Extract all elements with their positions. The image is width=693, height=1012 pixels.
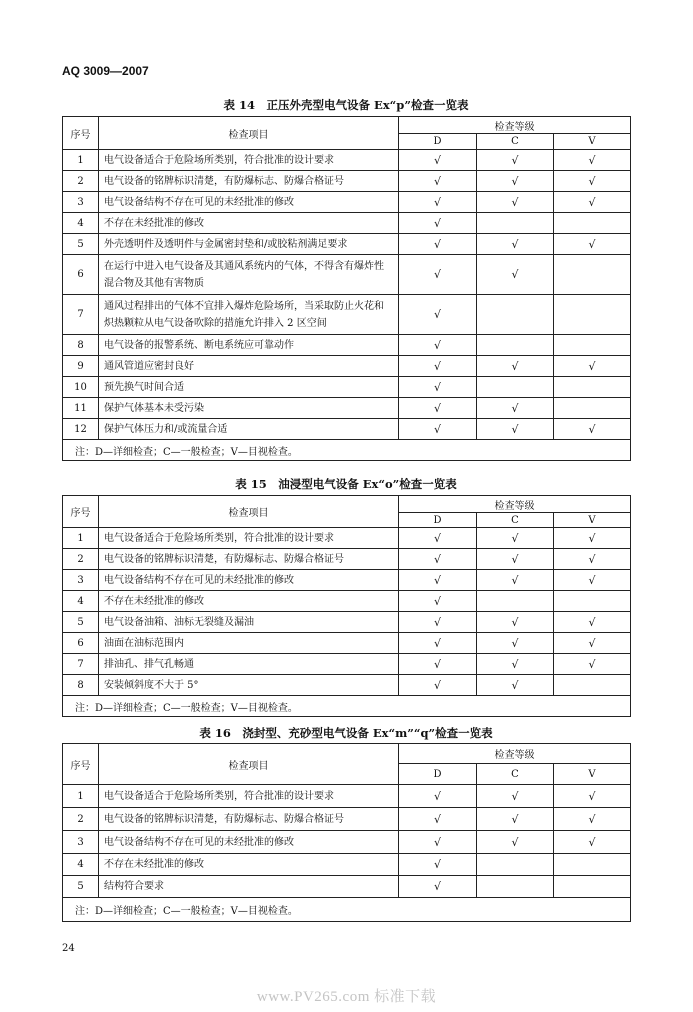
check-mark-icon: √ (433, 153, 441, 167)
level-c-cell (477, 335, 554, 356)
table-row (63, 377, 631, 398)
column-header-v: V (554, 764, 631, 785)
check-mark-icon: √ (511, 359, 519, 373)
level-d-cell (399, 234, 477, 255)
check-mark-icon: √ (433, 237, 441, 251)
level-v-cell (554, 808, 631, 831)
row-number: 10 (63, 377, 99, 398)
table-row (63, 808, 631, 831)
level-c-cell (477, 295, 554, 335)
check-item: 保护气体基本未受污染 (99, 398, 399, 419)
check-mark-icon: √ (511, 678, 519, 692)
level-v-cell (554, 854, 631, 876)
check-mark-icon: √ (433, 268, 441, 281)
check-item: 电气设备适合于危险场所类别，符合批准的设计要求 (99, 150, 399, 171)
level-d-cell (399, 675, 477, 696)
table-14 (62, 116, 631, 461)
level-d-cell (399, 356, 477, 377)
level-v-cell (554, 335, 631, 356)
column-header-c: C (477, 134, 554, 150)
level-d-cell (399, 335, 477, 356)
header-row (63, 496, 631, 513)
level-c-cell (477, 570, 554, 591)
check-mark-icon: √ (433, 216, 441, 230)
row-number: 4 (63, 591, 99, 612)
check-mark-icon: √ (433, 552, 441, 566)
table-row (63, 356, 631, 377)
check-item: 电气设备的报警系统、断电系统应可靠动作 (99, 335, 399, 356)
table-row (63, 213, 631, 234)
level-c-cell (477, 192, 554, 213)
check-mark-icon: √ (433, 636, 441, 650)
level-d-cell (399, 570, 477, 591)
table-row (63, 419, 631, 440)
check-mark-icon: √ (433, 835, 441, 849)
check-mark-icon: √ (588, 552, 596, 566)
level-c-cell (477, 398, 554, 419)
level-v-cell (554, 150, 631, 171)
level-d-cell (399, 549, 477, 570)
level-c-cell (477, 150, 554, 171)
check-mark-icon: √ (433, 615, 441, 629)
check-mark-icon: √ (588, 237, 596, 251)
check-mark-icon: √ (511, 552, 519, 566)
check-mark-icon: √ (433, 789, 441, 803)
check-item: 外壳透明件及透明件与金属密封垫和/或胶粘剂满足要求 (99, 234, 399, 255)
check-item: 结构符合要求 (99, 876, 399, 898)
row-number: 5 (63, 234, 99, 255)
level-c-cell (477, 831, 554, 854)
row-number: 1 (63, 528, 99, 549)
row-number: 12 (63, 419, 99, 440)
check-item: 电气设备结构不存在可见的未经批准的修改 (99, 192, 399, 213)
row-number: 11 (63, 398, 99, 419)
check-mark-icon: √ (588, 153, 596, 167)
level-v-cell (554, 831, 631, 854)
level-d-cell (399, 808, 477, 831)
level-d-cell (399, 633, 477, 654)
level-c-cell (477, 876, 554, 898)
check-item: 排油孔、排气孔畅通 (99, 654, 399, 675)
row-number: 6 (63, 255, 99, 295)
check-item: 电气设备的铭牌标识清楚，有防爆标志、防爆合格证号 (99, 549, 399, 570)
row-number: 8 (63, 675, 99, 696)
row-number: 2 (63, 171, 99, 192)
table-14-title: 表 14 正压外壳型电气设备 Ex“p”检查一览表 (223, 98, 469, 112)
check-item: 电气设备结构不存在可见的未经批准的修改 (99, 570, 399, 591)
table-row (63, 335, 631, 356)
level-v-cell (554, 612, 631, 633)
check-mark-icon: √ (588, 615, 596, 629)
check-item: 不存在未经批准的修改 (99, 213, 399, 234)
table-row (63, 549, 631, 570)
table-row (63, 854, 631, 876)
column-header-c: C (477, 513, 554, 528)
table-row (63, 675, 631, 696)
level-c-cell (477, 675, 554, 696)
column-header-item: 检查项目 (99, 744, 399, 785)
row-number: 2 (63, 808, 99, 831)
table-row (63, 255, 631, 295)
level-v-cell (554, 785, 631, 808)
level-c-cell (477, 654, 554, 675)
level-c-cell (477, 854, 554, 876)
check-item: 安装倾斜度不大于 5° (99, 675, 399, 696)
check-mark-icon: √ (511, 812, 519, 826)
level-v-cell (554, 591, 631, 612)
check-item: 电气设备的铭牌标识清楚，有防爆标志、防爆合格证号 (99, 808, 399, 831)
row-number: 3 (63, 192, 99, 213)
page-number: 24 (62, 943, 75, 954)
check-mark-icon: √ (588, 812, 596, 826)
level-c-cell (477, 549, 554, 570)
level-c-cell (477, 808, 554, 831)
column-header-v: V (554, 513, 631, 528)
check-mark-icon: √ (588, 636, 596, 650)
level-c-cell (477, 356, 554, 377)
check-mark-icon: √ (433, 422, 441, 436)
level-v-cell (554, 213, 631, 234)
row-number: 8 (63, 335, 99, 356)
table-row (63, 654, 631, 675)
level-d-cell (399, 377, 477, 398)
table-note: 注：D—详细检查；C—一般检查；V—目视检查。 (63, 898, 631, 922)
note-row (63, 696, 631, 717)
level-d-cell (399, 419, 477, 440)
check-item: 在运行中进入电气设备及其通风系统内的气体，不得含有爆炸性混合物及其他有害物质 (99, 255, 399, 295)
check-mark-icon: √ (433, 657, 441, 671)
table-row (63, 570, 631, 591)
check-mark-icon: √ (511, 237, 519, 251)
check-mark-icon: √ (588, 835, 596, 849)
check-item: 预先换气时间合适 (99, 377, 399, 398)
level-c-cell (477, 377, 554, 398)
column-header-d: D (399, 764, 477, 785)
column-header-d: D (399, 134, 477, 150)
level-v-cell (554, 234, 631, 255)
row-number: 5 (63, 876, 99, 898)
table-note: 注：D—详细检查；C—一般检查；V—目视检查。 (63, 696, 631, 717)
table-row (63, 528, 631, 549)
header-row (63, 744, 631, 764)
check-item: 油面在油标范围内 (99, 633, 399, 654)
check-mark-icon: √ (433, 573, 441, 587)
row-number: 3 (63, 570, 99, 591)
level-v-cell (554, 295, 631, 335)
check-mark-icon: √ (433, 174, 441, 188)
column-header-v: V (554, 134, 631, 150)
level-c-cell (477, 528, 554, 549)
level-d-cell (399, 171, 477, 192)
column-header-level: 检查等级 (399, 117, 631, 134)
check-mark-icon: √ (433, 594, 441, 608)
level-c-cell (477, 785, 554, 808)
standard-code: AQ 3009—2007 (62, 64, 149, 78)
check-item: 电气设备适合于危险场所类别，符合批准的设计要求 (99, 785, 399, 808)
note-row (63, 440, 631, 461)
row-number: 1 (63, 785, 99, 808)
level-d-cell (399, 876, 477, 898)
level-d-cell (399, 785, 477, 808)
check-mark-icon: √ (433, 531, 441, 545)
check-mark-icon: √ (433, 195, 441, 209)
table-row (63, 876, 631, 898)
table-row (63, 612, 631, 633)
check-mark-icon: √ (433, 308, 441, 321)
level-d-cell (399, 295, 477, 335)
level-v-cell (554, 356, 631, 377)
check-mark-icon: √ (511, 531, 519, 545)
check-mark-icon: √ (511, 268, 519, 281)
level-d-cell (399, 398, 477, 419)
column-header-item: 检查项目 (99, 117, 399, 150)
row-number: 5 (63, 612, 99, 633)
level-c-cell (477, 612, 554, 633)
note-row (63, 898, 631, 922)
level-v-cell (554, 398, 631, 419)
check-mark-icon: √ (588, 657, 596, 671)
level-v-cell (554, 876, 631, 898)
table-row (63, 192, 631, 213)
column-header-item: 检查项目 (99, 496, 399, 528)
level-v-cell (554, 419, 631, 440)
check-mark-icon: √ (433, 858, 441, 871)
column-header-seq: 序号 (63, 744, 99, 785)
level-v-cell (554, 654, 631, 675)
table-15-title: 表 15 油浸型电气设备 Ex“o”检查一览表 (235, 477, 457, 491)
level-c-cell (477, 419, 554, 440)
row-number: 1 (63, 150, 99, 171)
check-item: 电气设备油箱、油标无裂缝及漏油 (99, 612, 399, 633)
column-header-level: 检查等级 (399, 744, 631, 764)
table-note: 注：D—详细检查；C—一般检查；V—目视检查。 (63, 440, 631, 461)
row-number: 9 (63, 356, 99, 377)
level-c-cell (477, 591, 554, 612)
column-header-d: D (399, 513, 477, 528)
check-mark-icon: √ (511, 422, 519, 436)
level-v-cell (554, 528, 631, 549)
level-d-cell (399, 213, 477, 234)
level-d-cell (399, 612, 477, 633)
level-v-cell (554, 570, 631, 591)
check-item: 通风过程排出的气体不宜排入爆炸危险场所，当采取防止火花和炽热颗粒从电气设备吹除的措施允许排入 2 区空间 (99, 295, 399, 335)
check-mark-icon: √ (511, 835, 519, 849)
level-v-cell (554, 192, 631, 213)
level-c-cell (477, 255, 554, 295)
row-number: 4 (63, 854, 99, 876)
check-mark-icon: √ (433, 401, 441, 415)
check-mark-icon: √ (511, 195, 519, 209)
row-number: 3 (63, 831, 99, 854)
column-header-level: 检查等级 (399, 496, 631, 513)
check-mark-icon: √ (588, 174, 596, 188)
table-15 (62, 495, 631, 717)
check-mark-icon: √ (588, 531, 596, 545)
level-v-cell (554, 377, 631, 398)
check-mark-icon: √ (511, 657, 519, 671)
check-mark-icon: √ (511, 573, 519, 587)
level-c-cell (477, 171, 554, 192)
level-d-cell (399, 192, 477, 213)
level-v-cell (554, 633, 631, 654)
level-d-cell (399, 591, 477, 612)
level-d-cell (399, 528, 477, 549)
check-mark-icon: √ (511, 401, 519, 415)
check-mark-icon: √ (433, 359, 441, 373)
level-d-cell (399, 255, 477, 295)
check-mark-icon: √ (511, 615, 519, 629)
level-d-cell (399, 654, 477, 675)
check-mark-icon: √ (511, 789, 519, 803)
check-mark-icon: √ (588, 195, 596, 209)
check-item: 电气设备的铭牌标识清楚，有防爆标志、防爆合格证号 (99, 171, 399, 192)
table-row (63, 150, 631, 171)
check-item: 电气设备适合于危险场所类别，符合批准的设计要求 (99, 528, 399, 549)
row-number: 7 (63, 654, 99, 675)
table-row (63, 398, 631, 419)
check-item: 不存在未经批准的修改 (99, 854, 399, 876)
check-mark-icon: √ (511, 174, 519, 188)
level-v-cell (554, 171, 631, 192)
column-header-c: C (477, 764, 554, 785)
watermark: www.PV265.com 标准下载 (256, 989, 437, 1005)
level-d-cell (399, 150, 477, 171)
row-number: 7 (63, 295, 99, 335)
check-item: 电气设备结构不存在可见的未经批准的修改 (99, 831, 399, 854)
level-d-cell (399, 854, 477, 876)
check-mark-icon: √ (511, 636, 519, 650)
column-header-seq: 序号 (63, 496, 99, 528)
table-row (63, 234, 631, 255)
check-mark-icon: √ (588, 789, 596, 803)
table-row (63, 633, 631, 654)
check-mark-icon: √ (433, 812, 441, 826)
check-item: 不存在未经批准的修改 (99, 591, 399, 612)
check-mark-icon: √ (433, 380, 441, 394)
header-row (63, 117, 631, 134)
level-c-cell (477, 213, 554, 234)
check-mark-icon: √ (588, 573, 596, 587)
check-item: 通风管道应密封良好 (99, 356, 399, 377)
level-v-cell (554, 255, 631, 295)
table-row (63, 785, 631, 808)
table-row (63, 591, 631, 612)
table-row (63, 295, 631, 335)
row-number: 6 (63, 633, 99, 654)
check-mark-icon: √ (433, 880, 441, 893)
check-mark-icon: √ (433, 678, 441, 692)
level-d-cell (399, 831, 477, 854)
row-number: 4 (63, 213, 99, 234)
table-row (63, 171, 631, 192)
level-c-cell (477, 633, 554, 654)
check-mark-icon: √ (511, 153, 519, 167)
column-header-seq: 序号 (63, 117, 99, 150)
table-16 (62, 743, 631, 922)
table-16-title: 表 16 浇封型、充砂型电气设备 Ex“m”“q”检查一览表 (199, 726, 493, 740)
check-mark-icon: √ (588, 422, 596, 436)
table-row (63, 831, 631, 854)
level-v-cell (554, 549, 631, 570)
check-mark-icon: √ (433, 338, 441, 352)
check-item: 保护气体压力和/或流量合适 (99, 419, 399, 440)
level-v-cell (554, 675, 631, 696)
check-mark-icon: √ (588, 359, 596, 373)
row-number: 2 (63, 549, 99, 570)
level-c-cell (477, 234, 554, 255)
